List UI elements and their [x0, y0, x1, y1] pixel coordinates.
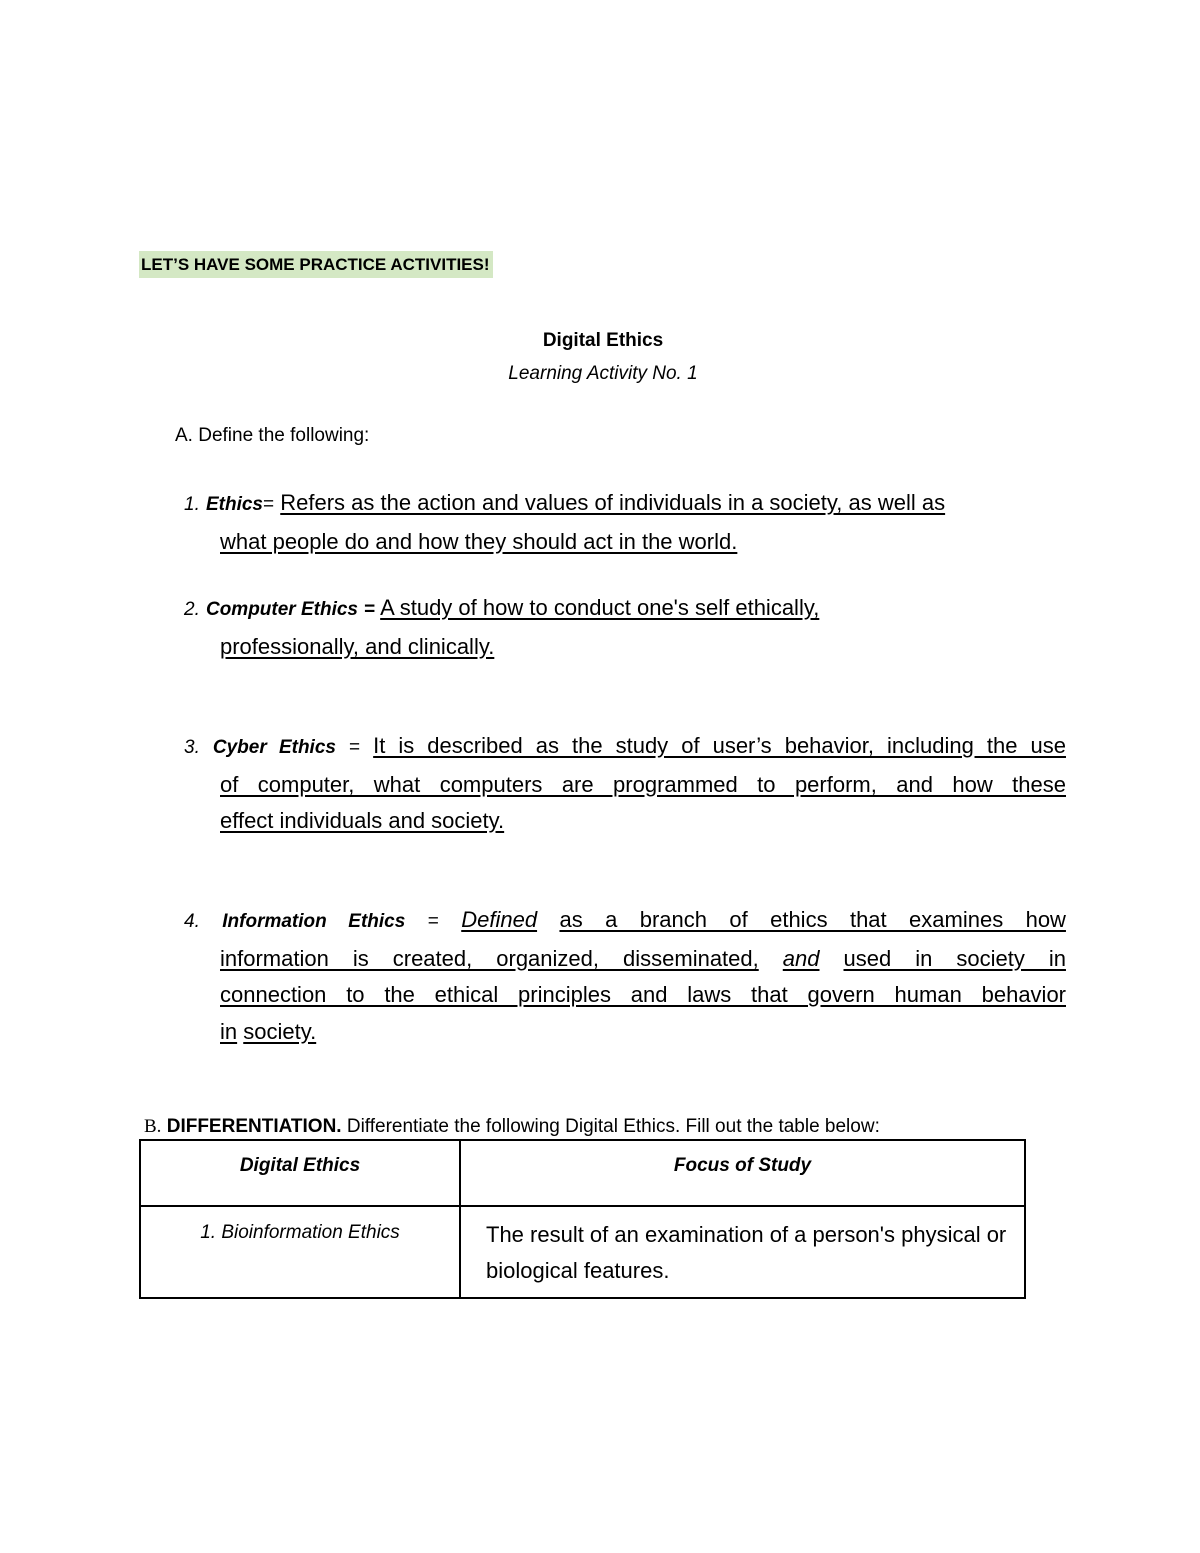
table-cell-focus[interactable]	[460, 1206, 1025, 1298]
table-cell-focus-text: The result of an examination of a person's physical or biological features.	[486, 1222, 1007, 1283]
differentiation-table	[139, 1139, 1026, 1299]
table-row	[140, 1206, 1025, 1298]
item-equals: =	[349, 737, 361, 758]
item-definition-line2: of computer, what computers are programmed to perform, and how these	[220, 771, 1066, 797]
definition-item-computer-ethics	[184, 590, 1066, 665]
item-equals: =	[364, 599, 376, 620]
table-header-row	[140, 1140, 1025, 1206]
section-b-letter: B.	[144, 1116, 162, 1137]
item-term: Information Ethics	[222, 911, 406, 932]
item-definition-line1: Refers as the action and values of individuals in a society, as well as	[280, 490, 946, 515]
item-definition-line3: effect individuals and society.	[220, 808, 505, 833]
item-number: 1.	[184, 494, 200, 515]
table-cell-ethics	[140, 1206, 460, 1298]
item-number: 4.	[184, 911, 200, 932]
section-b-title: DIFFERENTIATION.	[166, 1116, 342, 1137]
table-header-focus-of-study: Focus of Study	[460, 1140, 1025, 1206]
item-definition-line2a: information is created, organized, disseminated,	[220, 945, 759, 971]
item-number: 2.	[184, 599, 200, 620]
item-definition-word: Defined	[461, 907, 538, 932]
item-definition-line2b: used in society in	[843, 945, 1066, 971]
item-definition-line1: as a branch of ethics that examines how	[559, 907, 1066, 932]
definition-item-information-ethics	[184, 902, 1066, 1050]
item-term: Ethics	[205, 494, 264, 515]
table-cell-ethics-text: 1. Bioinformation Ethics	[200, 1222, 400, 1243]
section-b-instruction: Differentiate the following Digital Ethics. Fill out the table below:	[346, 1116, 880, 1137]
definition-item-ethics	[184, 485, 1066, 560]
document-subtitle: Learning Activity No. 1	[508, 363, 698, 384]
table-header-digital-ethics: Digital Ethics	[140, 1140, 460, 1206]
item-number: 3.	[184, 737, 200, 758]
item-definition-line2: professionally, and clinically.	[220, 633, 495, 659]
item-term: Computer Ethics	[205, 599, 359, 620]
item-term: Cyber Ethics	[212, 737, 336, 758]
item-definition-line2: what people do and how they should act in the world.	[220, 528, 738, 554]
practice-activities-banner: LET’S HAVE SOME PRACTICE ACTIVITIES!	[139, 251, 493, 278]
document-title: Digital Ethics	[542, 330, 664, 351]
item-definition-line4b: society.	[243, 1018, 317, 1044]
item-definition-line1: A study of how to conduct one's self ethically,	[380, 595, 820, 620]
item-definition-line1: It is described as the study of user’s behavior, including the use	[373, 733, 1066, 758]
section-b-heading	[144, 1114, 880, 1140]
item-definition-and: and	[782, 945, 820, 971]
definition-item-cyber-ethics	[184, 728, 1066, 840]
section-a-heading: A. Define the following:	[175, 425, 370, 446]
item-definition-line4a: in	[220, 1018, 238, 1044]
item-definition-line3: connection to the ethical principles and laws that govern human behavior	[220, 982, 1066, 1007]
item-equals: =	[263, 494, 275, 515]
item-equals: =	[427, 911, 439, 932]
